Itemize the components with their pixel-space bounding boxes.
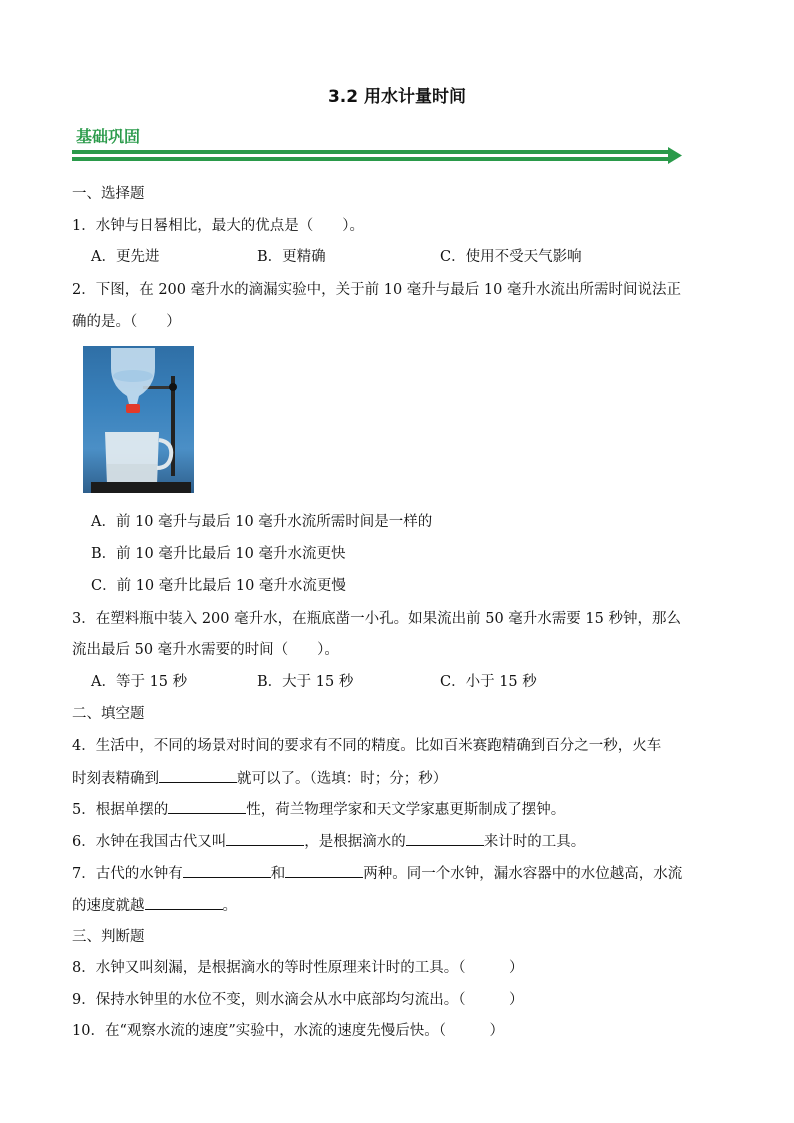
q5-blank[interactable] — [168, 799, 246, 814]
q2-stem-line2: 确的是。（ ） — [72, 314, 181, 330]
q7-blank-1[interactable] — [183, 863, 271, 878]
q5-text-pre: 5．根据单摆的 — [72, 802, 169, 818]
q6-text-post: 来计时的工具。 — [483, 834, 586, 850]
banner-arrow-rule — [72, 146, 684, 166]
q8-stem: 8．水钟又叫刻漏，是根据滴水的等时性原理来计时的工具。（ ） — [72, 960, 524, 976]
part-heading-judge: 三、判断题 — [72, 929, 145, 945]
q1-option-c: C．使用不受天气影响 — [440, 249, 582, 265]
q6-text-pre: 6．水钟在我国古代又叫 — [72, 834, 227, 850]
q7-line2-pre: 的速度就越 — [72, 898, 145, 914]
q4-stem-line1: 4．生活中，不同的场景对时间的要求有不同的精度。比如百米赛跑精确到百分之一秒，火车 — [72, 738, 662, 754]
part-heading-choice: 一、选择题 — [72, 186, 145, 202]
drip-apparatus-illustration — [83, 346, 194, 493]
q7-stem-line2 — [72, 895, 237, 916]
q6-blank-1[interactable] — [226, 831, 304, 846]
q7-blank-3[interactable] — [145, 895, 223, 910]
q3-option-b: B．大于 15 秒 — [257, 674, 354, 690]
q5-stem — [72, 799, 565, 820]
q1-option-a: A．更先进 — [91, 249, 160, 265]
drip-experiment-photo — [83, 346, 194, 493]
q6-stem — [72, 831, 585, 852]
q7-line2-post: 。 — [222, 898, 237, 914]
q4-text-post: 就可以了。（选填：时；分；秒） — [237, 771, 448, 787]
q5-text-post: 性，荷兰物理学家和天文学家惠更斯制成了摆钟。 — [246, 802, 566, 818]
q7-text-pre: 7．古代的水钟有 — [72, 866, 183, 882]
q6-blank-2[interactable] — [406, 831, 484, 846]
q2-option-a: A．前 10 毫升与最后 10 毫升水流所需时间是一样的 — [91, 514, 433, 530]
q4-text-pre: 时刻表精确到 — [72, 771, 159, 787]
q3-stem-line1: 3．在塑料瓶中装入 200 毫升水，在瓶底凿一小孔。如果流出前 50 毫升水需要 15 秒钟，那么 — [72, 611, 681, 627]
page-title: 3.2 用水计量时间 — [327, 87, 467, 107]
q1-stem: 1．水钟与日晷相比，最大的优点是（ ）。 — [72, 218, 364, 234]
q9-stem: 9．保持水钟里的水位不变，则水滴会从水中底部均匀流出。（ ） — [72, 992, 524, 1008]
q4-stem-line2 — [72, 768, 447, 789]
q3-option-a: A．等于 15 秒 — [91, 674, 188, 690]
q7-text-mid: 和 — [270, 866, 286, 882]
q4-blank[interactable] — [159, 768, 237, 783]
q2-stem-line1: 2．下图，在 200 毫升水的滴漏实验中，关于前 10 毫升与最后 10 毫升水流出所需时间说法正 — [72, 282, 681, 298]
section-banner-label: 基础巩固 — [76, 127, 141, 146]
q1-option-b: B．更精确 — [257, 249, 326, 265]
q6-text-mid: ，是根据滴水的 — [304, 834, 406, 850]
q7-text-post: 两种。同一个水钟，漏水容器中的水位越高，水流 — [363, 866, 683, 882]
section-banner — [72, 122, 684, 170]
q2-option-b: B．前 10 毫升比最后 10 毫升水流更快 — [91, 546, 346, 562]
q2-option-c: C．前 10 毫升比最后 10 毫升水流更慢 — [91, 578, 346, 594]
q10-stem: 10．在“观察水流的速度”实验中，水流的速度先慢后快。（ ） — [72, 1023, 505, 1039]
q7-stem-line1 — [72, 863, 682, 884]
part-heading-fill: 二、填空题 — [72, 706, 145, 722]
q7-blank-2[interactable] — [285, 863, 363, 878]
q3-option-c: C．小于 15 秒 — [440, 674, 537, 690]
q3-stem-line2: 流出最后 50 毫升水需要的时间（ ）。 — [72, 642, 339, 658]
